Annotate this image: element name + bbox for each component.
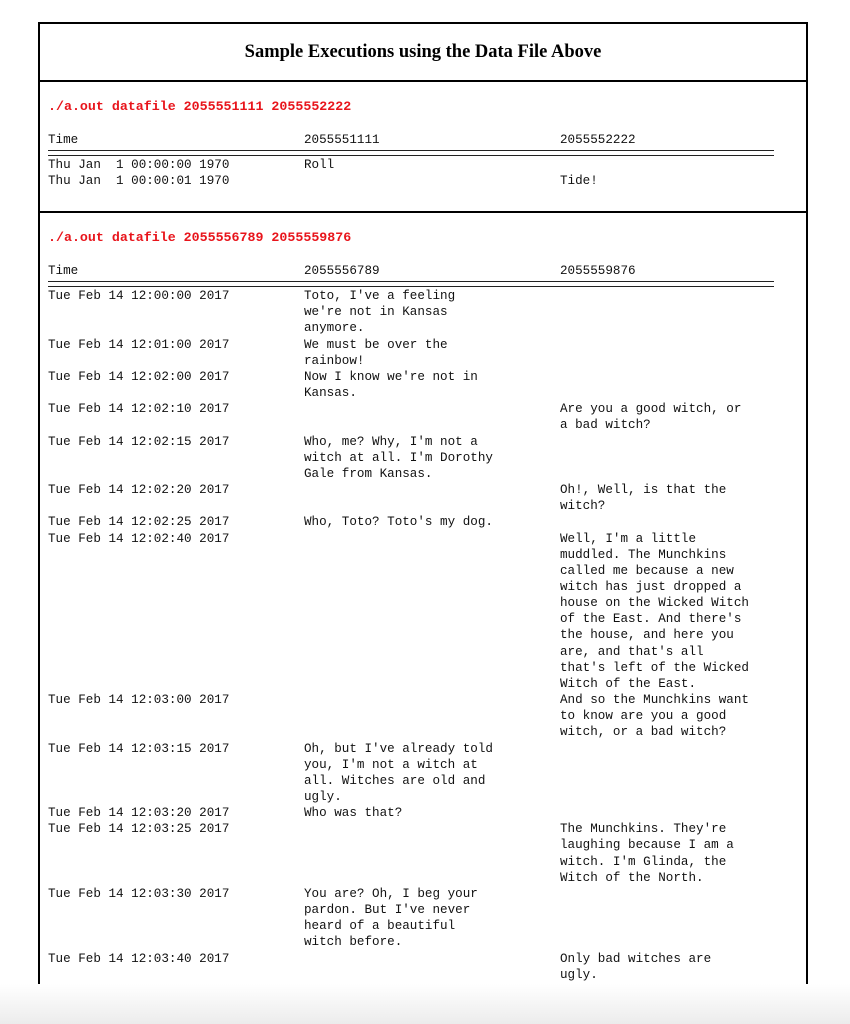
command-line: ./a.out datafile 2055551111 2055552222 (48, 99, 352, 114)
row-message-b: Only bad witches are ugly. (560, 951, 712, 982)
row-message-a (304, 951, 560, 983)
row-message-a (304, 482, 560, 514)
row-message-b (560, 369, 780, 401)
header-number-b: 2055552222 (560, 133, 636, 147)
row-message-b (560, 434, 780, 482)
row-message-b (560, 288, 780, 336)
row-message-a: Now I know we're not in Kansas. (304, 369, 478, 401)
message-row (48, 886, 806, 951)
message-row (48, 369, 806, 401)
row-message-b: And so the Munchkins want to know are you a good witch, or a bad witch? (560, 693, 749, 740)
header-time: Time (48, 133, 79, 147)
message-row (48, 401, 806, 433)
command-line: ./a.out datafile 2055556789 2055559876 (48, 230, 352, 245)
row-time: Tue Feb 14 12:03:20 2017 (48, 806, 230, 821)
message-row (48, 173, 806, 189)
execution-section-1 (40, 82, 806, 213)
message-row (48, 531, 806, 693)
row-message-a (304, 401, 560, 433)
row-message-a: Who, Toto? Toto's my dog. (304, 515, 493, 530)
message-row (48, 434, 806, 482)
row-message-a (304, 173, 560, 189)
row-message-a (304, 821, 560, 886)
row-message-b (560, 157, 780, 173)
row-time: Tue Feb 14 12:03:30 2017 (48, 886, 230, 901)
row-message-b (560, 741, 780, 806)
column-header-row (48, 132, 806, 148)
message-rows (48, 288, 806, 983)
row-message-a: Roll (304, 158, 335, 173)
row-message-b: Are you a good witch, or a bad witch? (560, 402, 742, 433)
row-time: Tue Feb 14 12:02:20 2017 (48, 483, 230, 498)
row-message-b (560, 337, 780, 369)
row-message-a (304, 692, 560, 740)
column-header-row (48, 263, 806, 279)
row-message-a: We must be over the rainbow! (304, 337, 448, 368)
execution-section-2 (40, 213, 806, 983)
row-message-a: Who, me? Why, I'm not a witch at all. I'm Dorothy Gale from Kansas. (304, 434, 493, 481)
row-time: Thu Jan 1 00:00:01 1970 (48, 174, 230, 189)
row-time: Tue Feb 14 12:00:00 2017 (48, 289, 230, 304)
row-time: Tue Feb 14 12:02:00 2017 (48, 369, 230, 384)
row-message-b (560, 514, 780, 530)
row-message-b (560, 805, 780, 821)
row-time: Tue Feb 14 12:03:40 2017 (48, 951, 230, 966)
message-row (48, 482, 806, 514)
row-message-a: Toto, I've a feeling we're not in Kansas anymore. (304, 289, 456, 336)
double-rule-divider (48, 281, 774, 287)
page-bottom-shadow (0, 984, 850, 1024)
row-time: Tue Feb 14 12:03:00 2017 (48, 693, 230, 708)
message-row (48, 157, 806, 173)
header-number-b: 2055559876 (560, 264, 636, 278)
message-row (48, 288, 806, 336)
message-row (48, 514, 806, 530)
header-time: Time (48, 264, 79, 278)
row-time: Tue Feb 14 12:01:00 2017 (48, 337, 230, 352)
row-time: Tue Feb 14 12:02:40 2017 (48, 531, 230, 546)
row-time: Tue Feb 14 12:03:15 2017 (48, 741, 230, 756)
row-message-a: Oh, but I've already told you, I'm not a witch at all. Witches are old and ugly. (304, 741, 493, 804)
page-title: Sample Executions using the Data File Above (40, 24, 806, 82)
message-row (48, 805, 806, 821)
row-message-b: Tide! (560, 174, 598, 189)
row-time: Thu Jan 1 00:00:00 1970 (48, 158, 230, 173)
message-row (48, 741, 806, 806)
row-message-b: Oh!, Well, is that the witch? (560, 483, 727, 514)
double-rule-divider (48, 150, 774, 156)
row-time: Tue Feb 14 12:02:25 2017 (48, 515, 230, 530)
message-row (48, 951, 806, 983)
header-number-a: 2055556789 (304, 264, 380, 278)
row-time: Tue Feb 14 12:03:25 2017 (48, 822, 230, 837)
row-message-b: The Munchkins. They're laughing because I am a witch. I'm Glinda, the Witch of the North. (560, 822, 734, 885)
document-frame (38, 22, 808, 989)
row-message-a (304, 531, 560, 693)
row-message-a: You are? Oh, I beg your pardon. But I've never heard of a beautiful witch before. (304, 886, 478, 950)
row-message-b: Well, I'm a little muddled. The Munchkins called me because a new witch has just dropped a house on the Wicked Witch of the East. And there's the house, and here you are, and that's all that's left of the Wicked Witch of the East. (560, 531, 749, 691)
message-row (48, 337, 806, 369)
message-row (48, 821, 806, 886)
message-row (48, 692, 806, 740)
row-time: Tue Feb 14 12:02:10 2017 (48, 402, 230, 417)
message-rows (48, 157, 806, 189)
row-time: Tue Feb 14 12:02:15 2017 (48, 434, 230, 449)
row-message-a: Who was that? (304, 806, 403, 821)
row-message-b (560, 886, 780, 951)
header-number-a: 2055551111 (304, 133, 380, 147)
